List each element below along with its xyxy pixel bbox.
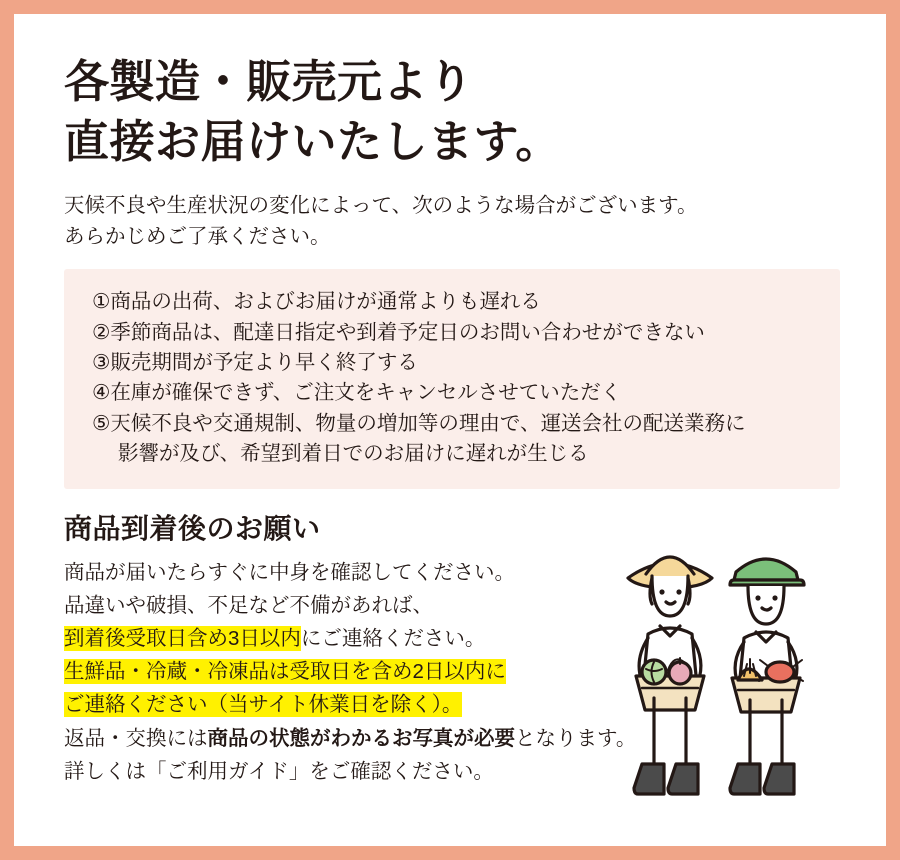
card-inner <box>14 14 886 846</box>
body-line-7: 詳しくは「ご利用ガイド」をご確認ください。 <box>64 759 494 783</box>
notice-item <box>86 378 818 408</box>
body-line-3-rest: にご連絡ください。 <box>300 626 486 650</box>
notice-item <box>86 287 818 317</box>
section-title-after-arrival: 商品到着後のお願い <box>64 513 321 545</box>
notice-item-text: ①商品の出荷、およびお届けが通常よりも遅れる <box>92 290 541 314</box>
body-line-6-prefix: 返品・交換には <box>64 726 208 750</box>
body-line-6-suffix: となります。 <box>515 726 637 750</box>
body-line-4 <box>64 655 840 688</box>
body-line-6 <box>64 722 840 755</box>
notice-item <box>86 348 818 378</box>
notice-item-text: ②季節商品は、配達日指定や到着予定日のお問い合わせができない <box>92 320 705 344</box>
body-line-5 <box>64 688 840 721</box>
highlight-contact-us: ご連絡ください（当サイト休業日を除く）。 <box>64 693 463 717</box>
notice-item <box>86 318 818 348</box>
body-line-1: 商品が届いたらすぐに中身を確認してください。 <box>64 560 515 584</box>
notice-item <box>86 409 818 470</box>
highlight-3-day-rule: 到着後受取日含め3日以内 <box>64 626 301 650</box>
after-arrival-body <box>64 556 840 788</box>
notice-item-continuation: 影響が及び、希望到着日でのお届けに遅れが生じる <box>118 441 589 465</box>
body-line-2: 品違いや破損、不足など不備があれば、 <box>64 593 433 617</box>
page-title-line-1: 各製造・販売元より <box>64 56 474 107</box>
lead-line-1: 天候不良や生産状況の変化によって、次のような場合がございます。 <box>64 193 698 217</box>
page-title <box>64 52 840 172</box>
highlight-fresh-2-day-rule: 生鮮品・冷蔵・冷凍品は受取日を含め2日以内に <box>64 660 506 684</box>
bold-photo-required: 商品の状態がわかるお写真が必要 <box>207 726 515 750</box>
notice-item-text: ③販売期間が予定より早く終了する <box>92 350 418 374</box>
page-title-line-2: 直接お届けいたします。 <box>64 115 561 167</box>
lead-line-2: あらかじめご了承ください。 <box>64 225 331 249</box>
notice-item-text: ④在庫が確保できず、ご注文をキャンセルさせていただく <box>92 381 622 405</box>
notice-list-box <box>64 269 840 489</box>
lead-paragraph <box>64 190 840 254</box>
body-line-3 <box>64 622 840 655</box>
notice-item-text: ⑤天候不良や交通規制、物量の増加等の理由で、運送会社の配送業務に <box>92 411 746 435</box>
